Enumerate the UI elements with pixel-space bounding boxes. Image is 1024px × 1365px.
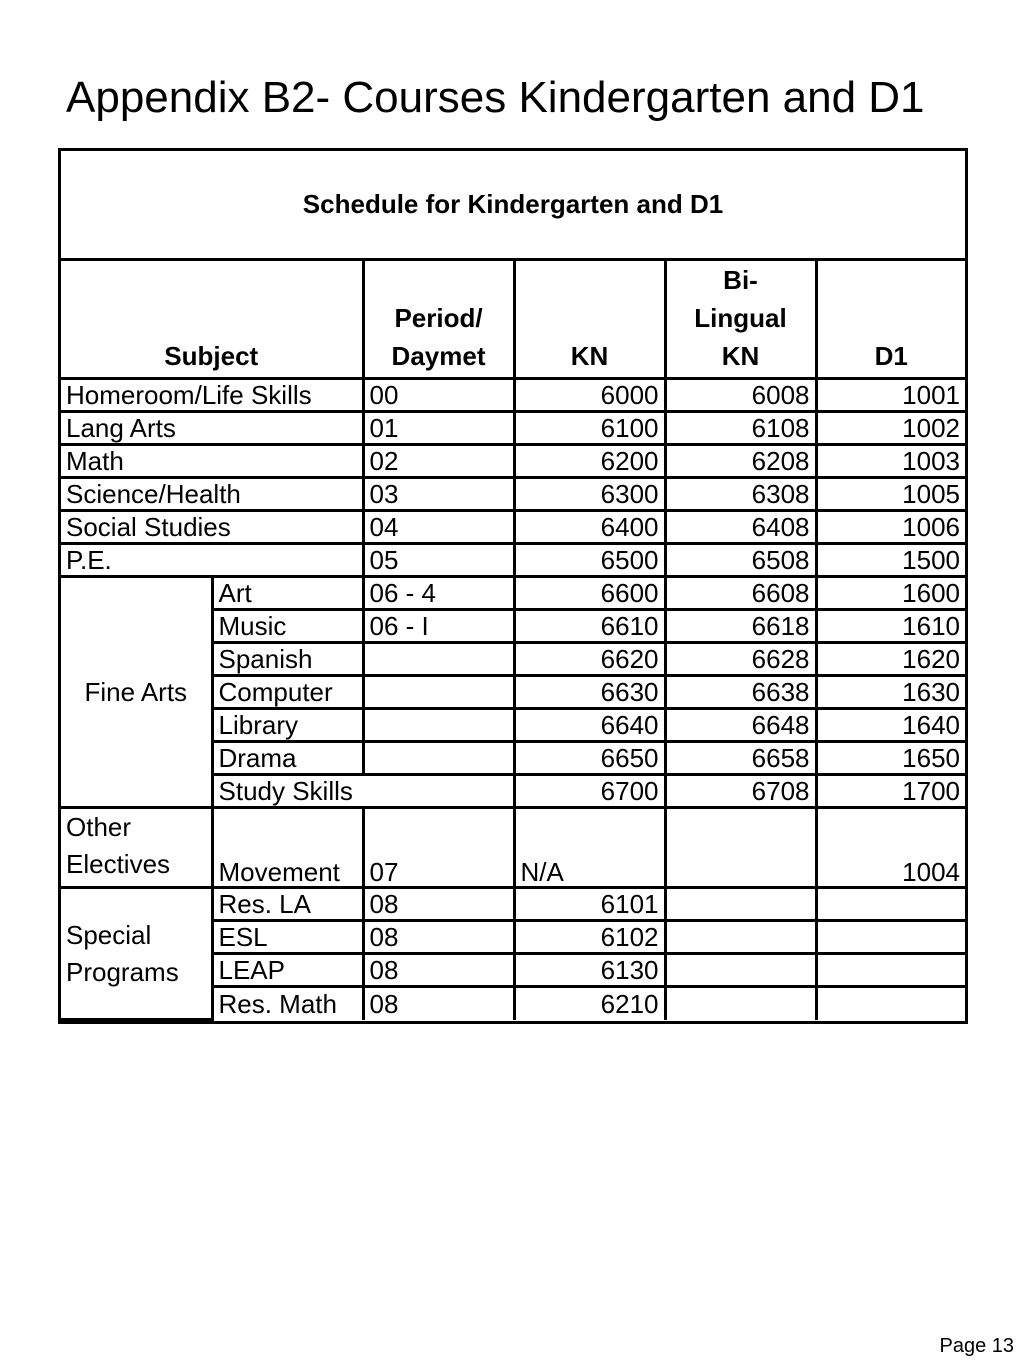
header-subject: Subject (61, 261, 363, 379)
d1-cell: 1600 (816, 577, 965, 610)
d1-cell (816, 888, 965, 921)
bilingual-cell: 6408 (665, 511, 816, 544)
bilingual-cell: 6628 (665, 643, 816, 676)
kn-cell: 6630 (514, 676, 665, 709)
d1-cell: 1610 (816, 610, 965, 643)
kn-cell: 6640 (514, 709, 665, 742)
period-cell: 06 - 4 (363, 577, 514, 610)
kn-cell: 6300 (514, 478, 665, 511)
bilingual-cell: 6308 (665, 478, 816, 511)
subject-cell: Library (212, 709, 363, 742)
header-period: Period/ Daymet (363, 261, 514, 379)
kn-cell: 6620 (514, 643, 665, 676)
subject-cell: Study Skills (212, 775, 514, 808)
subject-cell: Res. LA (212, 888, 363, 921)
d1-cell (816, 987, 965, 1020)
other-electives-group-label: Other Electives (61, 808, 212, 888)
subject-cell: Drama (212, 742, 363, 775)
table-title: Schedule for Kindergarten and D1 (61, 151, 965, 261)
table-row (61, 379, 965, 412)
bilingual-cell (665, 921, 816, 954)
period-cell: 08 (363, 954, 514, 987)
schedule-table (58, 148, 968, 1024)
subject-cell: Movement (212, 808, 363, 888)
d1-cell: 1700 (816, 775, 965, 808)
period-cell: 08 (363, 888, 514, 921)
header-d1: D1 (816, 261, 965, 379)
table-row (61, 478, 965, 511)
subject-cell: Res. Math (212, 987, 363, 1020)
kn-cell: 6101 (514, 888, 665, 921)
period-cell (363, 709, 514, 742)
period-cell (363, 676, 514, 709)
d1-cell (816, 954, 965, 987)
fine-arts-group-label: Fine Arts (61, 577, 212, 808)
d1-cell: 1500 (816, 544, 965, 577)
kn-cell: 6210 (514, 987, 665, 1020)
subject-cell: P.E. (61, 544, 363, 577)
header-kn: KN (514, 261, 665, 379)
subject-cell: Spanish (212, 643, 363, 676)
bilingual-cell: 6638 (665, 676, 816, 709)
subject-cell: Homeroom/Life Skills (61, 379, 363, 412)
subject-cell: ESL (212, 921, 363, 954)
bilingual-cell: 6608 (665, 577, 816, 610)
kn-cell: 6200 (514, 445, 665, 478)
special-programs-group-label: Special Programs (61, 888, 212, 1020)
subject-cell: Lang Arts (61, 412, 363, 445)
bilingual-cell (665, 987, 816, 1020)
period-cell: 08 (363, 921, 514, 954)
period-cell (363, 742, 514, 775)
d1-cell: 1006 (816, 511, 965, 544)
subject-cell: Art (212, 577, 363, 610)
table-row (61, 445, 965, 478)
period-cell: 00 (363, 379, 514, 412)
bilingual-cell: 6618 (665, 610, 816, 643)
bilingual-cell (665, 954, 816, 987)
d1-cell: 1004 (816, 808, 965, 888)
kn-cell: N/A (514, 808, 665, 888)
kn-cell: 6102 (514, 921, 665, 954)
subject-cell: Science/Health (61, 478, 363, 511)
period-cell: 05 (363, 544, 514, 577)
period-cell: 01 (363, 412, 514, 445)
kn-cell: 6600 (514, 577, 665, 610)
d1-cell: 1630 (816, 676, 965, 709)
kn-cell: 6650 (514, 742, 665, 775)
kn-cell: 6100 (514, 412, 665, 445)
subject-cell: Math (61, 445, 363, 478)
period-cell: 06 - I (363, 610, 514, 643)
period-cell: 02 (363, 445, 514, 478)
kn-cell: 6700 (514, 775, 665, 808)
kn-cell: 6000 (514, 379, 665, 412)
header-bilingual-kn: Bi- Lingual KN (665, 261, 816, 379)
d1-cell: 1003 (816, 445, 965, 478)
period-cell: 03 (363, 478, 514, 511)
table-row (61, 888, 965, 921)
bilingual-cell (665, 888, 816, 921)
table-row (61, 544, 965, 577)
bilingual-cell: 6008 (665, 379, 816, 412)
subject-cell: Social Studies (61, 511, 363, 544)
subject-cell: LEAP (212, 954, 363, 987)
d1-cell (816, 921, 965, 954)
d1-cell: 1620 (816, 643, 965, 676)
d1-cell: 1005 (816, 478, 965, 511)
bilingual-cell: 6108 (665, 412, 816, 445)
kn-cell: 6500 (514, 544, 665, 577)
d1-cell: 1640 (816, 709, 965, 742)
header-row (61, 261, 965, 379)
bilingual-cell: 6208 (665, 445, 816, 478)
period-cell: 07 (363, 808, 514, 888)
d1-cell: 1002 (816, 412, 965, 445)
page-number: Page 13 (939, 1335, 1014, 1357)
course-table (61, 261, 965, 1021)
kn-cell: 6400 (514, 511, 665, 544)
subject-cell: Music (212, 610, 363, 643)
period-cell (363, 643, 514, 676)
subject-cell: Computer (212, 676, 363, 709)
table-row (61, 412, 965, 445)
period-cell: 08 (363, 987, 514, 1020)
page-title: Appendix B2- Courses Kindergarten and D1 (66, 73, 925, 122)
d1-cell: 1650 (816, 742, 965, 775)
table-row (61, 577, 965, 610)
table-row (61, 808, 965, 888)
bilingual-cell: 6708 (665, 775, 816, 808)
bilingual-cell: 6648 (665, 709, 816, 742)
kn-cell: 6610 (514, 610, 665, 643)
kn-cell: 6130 (514, 954, 665, 987)
period-cell: 04 (363, 511, 514, 544)
bilingual-cell (665, 808, 816, 888)
bilingual-cell: 6508 (665, 544, 816, 577)
d1-cell: 1001 (816, 379, 965, 412)
table-row (61, 511, 965, 544)
bilingual-cell: 6658 (665, 742, 816, 775)
